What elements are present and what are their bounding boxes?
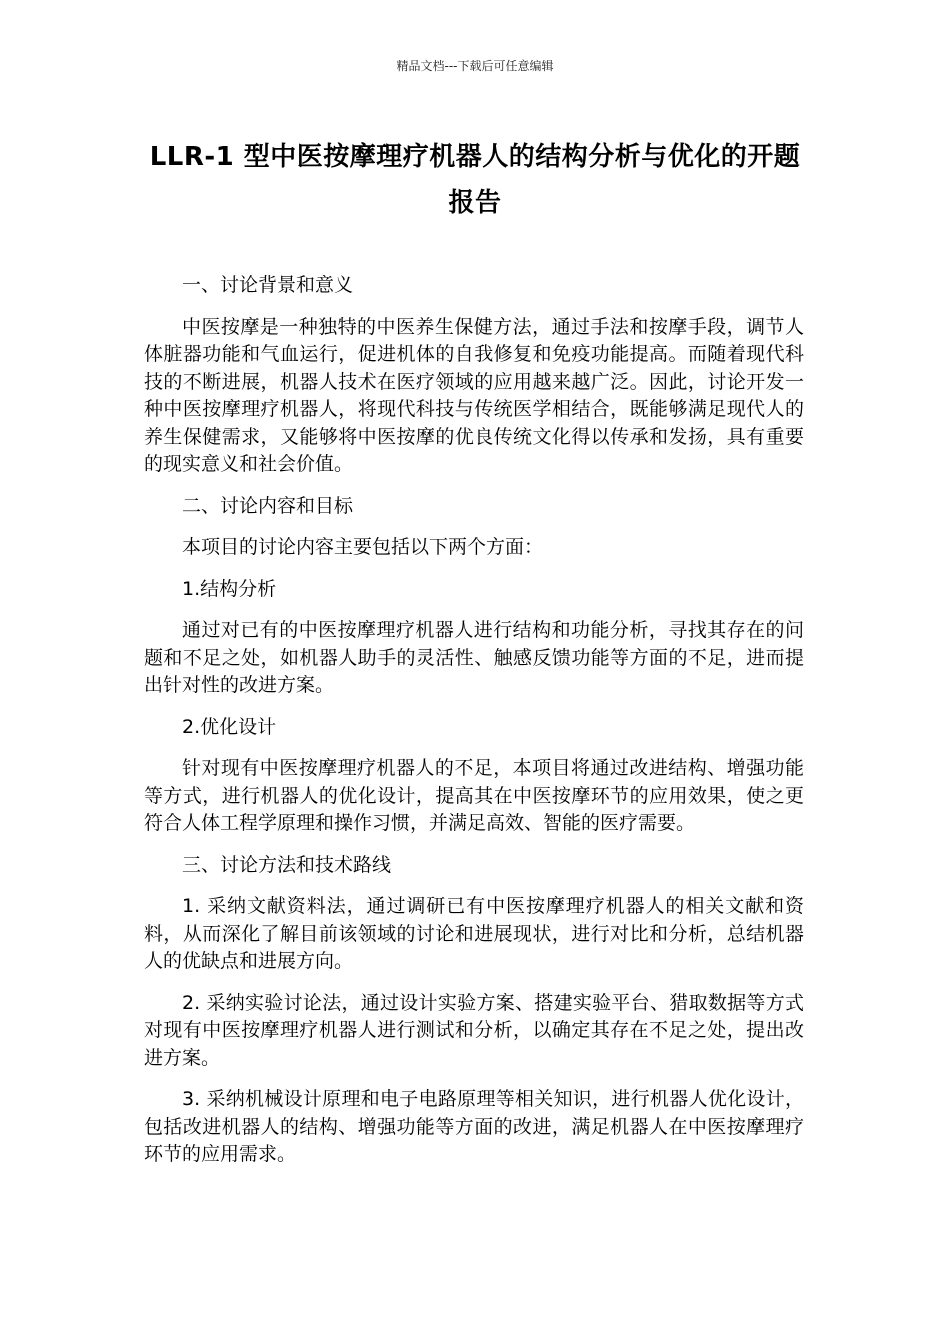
paragraph-method-3: 3. 采纳机械设计原理和电子电路原理等相关知识，进行机器人优化设计，包括改进机器人的结构、增强功能等方面的改进，满足机器人在中医按摩理疗环节的应用需求。 [144,1088,804,1165]
paragraph-optimization-design: 针对现有中医按摩理疗机器人的不足，本项目将通过改进结构、增强功能等方式，进行机器人的优化设计，提高其在中医按摩环节的应用效果，使之更符合人体工程学原理和操作习惯，并满足高效、智能的医疗需要。 [144,757,804,834]
document-body [144,272,804,1183]
paragraph-background: 中医按摩是一种独特的中医养生保健方法，通过手法和按摩手段，调节人体脏器功能和气血运行，促进机体的自我修复和免疫功能提高。而随着现代科技的不断进展，机器人技术在医疗领域的应用越来越广泛。因此，讨论开发一种中医按摩理疗机器人，将现代科技与传统医学相结合，既能够满足现代人的养生保健需求，又能够将中医按摩的优良传统文化得以传承和发扬，具有重要的现实意义和社会价值。 [144,315,804,475]
subheading-optimization-design: 2.优化设计 [182,715,277,738]
section-heading-content: 二、讨论内容和目标 [182,494,354,517]
section-heading-background: 一、讨论背景和意义 [182,274,354,296]
paragraph-method-1: 1. 采纳文献资料法，通过调研已有中医按摩理疗机器人的相关文献和资料，从而深化了解目前该领域的讨论和进展现状，进行对比和分析，总结机器人的优缺点和进展方向。 [144,895,804,972]
section-heading-methods: 三、讨论方法和技术路线 [182,853,392,876]
subheading-structure-analysis: 1.结构分析 [182,577,277,600]
document-title: LLR-1 型中医按摩理疗机器人的结构分析与优化的开题报告 [149,142,801,218]
paragraph-structure-analysis: 通过对已有的中医按摩理疗机器人进行结构和功能分析，寻找其存在的问题和不足之处，如机器人助手的灵活性、触感反馈功能等方面的不足，进而提出针对性的改进方案。 [144,619,804,696]
header-note: 精品文档---下载后可任意编辑 [396,59,554,73]
paragraph-method-2: 2. 采纳实验讨论法，通过设计实验方案、搭建实验平台、猎取数据等方式对现有中医按摩理疗机器人进行测试和分析，以确定其存在不足之处，提出改进方案。 [144,991,804,1069]
paragraph-content-intro: 本项目的讨论内容主要包括以下两个方面： [182,536,544,558]
